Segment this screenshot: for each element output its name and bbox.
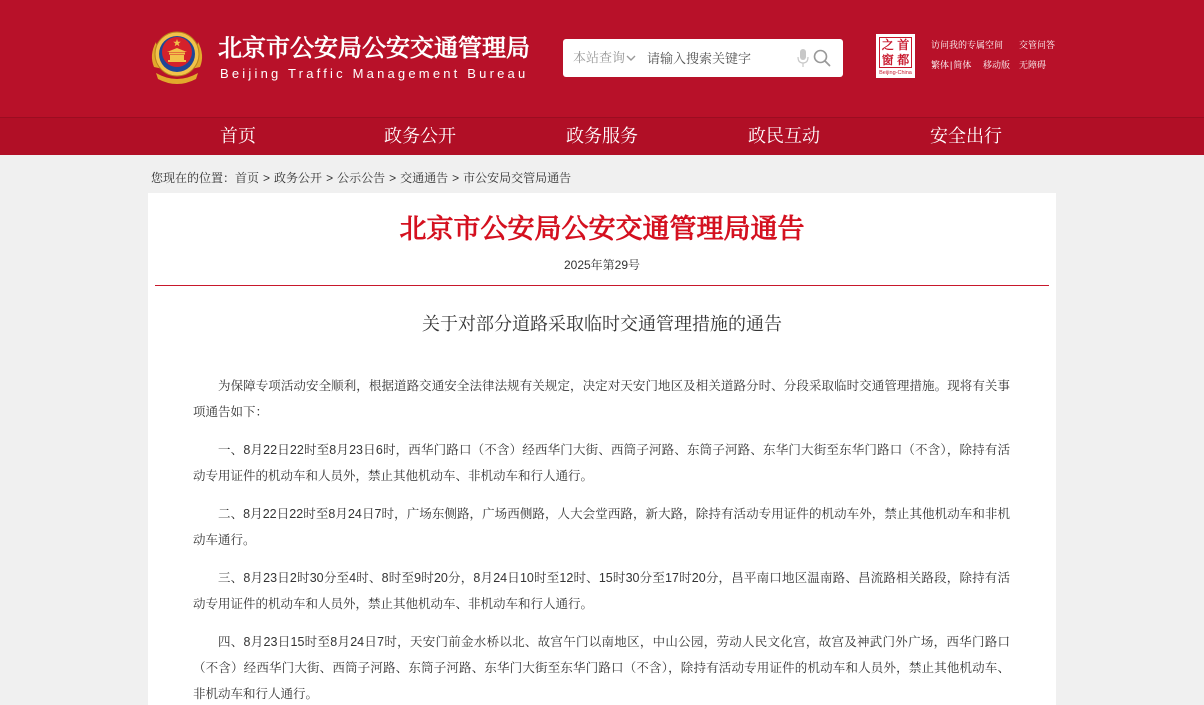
nav-item-government-services[interactable]: 政务服务 xyxy=(566,126,638,146)
site-header xyxy=(0,0,1204,117)
breadcrumb xyxy=(151,170,571,186)
breadcrumb-separator: > xyxy=(452,171,460,185)
breadcrumb-item-home[interactable]: 首页 xyxy=(235,171,260,185)
notice-body xyxy=(193,373,1010,705)
breadcrumb-separator: > xyxy=(389,171,397,185)
breadcrumb-item-current[interactable]: 市公安局交管局通告 xyxy=(463,171,572,185)
title-divider xyxy=(155,285,1049,286)
nav-item-home[interactable]: 首页 xyxy=(220,126,256,146)
main-nav xyxy=(0,117,1204,155)
microphone-icon[interactable] xyxy=(797,48,809,68)
chevron-down-icon[interactable] xyxy=(626,54,636,62)
notice-paragraph: 四、8月23日15时至8月24日7时，天安门前金水桥以北、故宫午门以南地区，中山公园，劳动人民文化宫，故宫及神武门外广场，西华门路口（不含）经西华门大街、西筒子河路、东筒子河路、东华门大街至东华门路口（不含），除持有活动专用证件的机动车和人员外，禁止其他机动车、非机动车和行人通行。 xyxy=(193,635,1010,701)
nav-item-government-affairs[interactable]: 政务公开 xyxy=(384,126,456,146)
language-separator: | xyxy=(950,60,953,70)
accessibility-link[interactable]: 无障碍 xyxy=(1019,60,1047,70)
notice-paragraph: 为保障专项活动安全顺利，根据道路交通安全法律法规有关规定，决定对天安门地区及相关道路分时、分段采取临时交通管理措施。现将有关事项通告如下： xyxy=(193,379,1010,419)
nav-item-safe-travel[interactable]: 安全出行 xyxy=(930,126,1002,146)
nav-item-interaction[interactable]: 政民互动 xyxy=(748,126,820,146)
seal-char: 之 xyxy=(881,38,894,52)
notice-subtitle: 关于对部分道路采取临时交通管理措施的通告 xyxy=(422,314,782,334)
mobile-link[interactable]: 移动版 xyxy=(983,60,1011,70)
language-switch xyxy=(931,59,971,71)
site-title[interactable]: 北京市公安局公安交通管理局 xyxy=(218,35,530,62)
breadcrumb-item[interactable]: 公示公告 xyxy=(337,171,386,185)
notice-paragraph: 二、8月22日22时至8月24日7时，广场东侧路，广场西侧路，人大会堂西路，新大路，除持有活动专用证件的机动车外，禁止其他机动车和非机动车通行。 xyxy=(193,507,1010,547)
seal-char: 都 xyxy=(897,52,910,67)
notice-article xyxy=(148,193,1056,705)
search-icon[interactable] xyxy=(813,49,831,67)
breadcrumb-separator: > xyxy=(263,171,271,185)
search-scope-select[interactable]: 本站查询 xyxy=(573,50,626,65)
notice-number: 2025年第29号 xyxy=(563,258,641,272)
seal-char: 窗 xyxy=(881,52,894,67)
capital-window-logo[interactable] xyxy=(876,34,915,78)
site-subtitle: Beijing Traffic Management Bureau xyxy=(220,66,529,81)
breadcrumb-separator: > xyxy=(326,171,334,185)
police-emblem-icon[interactable] xyxy=(148,27,206,87)
notice-paragraph: 一、8月22日22时至8月23日6时，西华门路口（不含）经西华门大街、西筒子河路、东筒子河路、东华门大街至东华门路口（不含），除持有活动专用证件的机动车和人员外，禁止其他机动车、非机动车和行人通行。 xyxy=(193,443,1010,483)
breadcrumb-prefix: 您现在的位置： xyxy=(151,171,236,185)
breadcrumb-item[interactable]: 交通通告 xyxy=(400,171,449,185)
search-input[interactable] xyxy=(647,48,787,68)
qa-link[interactable]: 交管问答 xyxy=(1019,40,1056,50)
search-box xyxy=(563,39,843,77)
seal-caption: Beijing-China xyxy=(879,70,912,76)
my-space-link[interactable]: 访问我的专属空间 xyxy=(931,40,1004,50)
seal-char: 首 xyxy=(897,38,910,52)
traditional-link[interactable]: 繁体 xyxy=(931,60,950,70)
seal-characters xyxy=(879,37,912,68)
notice-paragraph: 三、8月23日2时30分至4时、8时至9时20分，8月24日10时至12时、15时30分至17时20分，昌平南口地区温南路、昌流路相关路段，除持有活动专用证件的机动车和人员外，禁止其他机动车、非机动车和行人通行。 xyxy=(193,571,1010,611)
simplified-link[interactable]: 简体 xyxy=(953,60,972,70)
page-title: 北京市公安局公安交通管理局通告 xyxy=(399,214,805,244)
breadcrumb-item[interactable]: 政务公开 xyxy=(274,171,323,185)
